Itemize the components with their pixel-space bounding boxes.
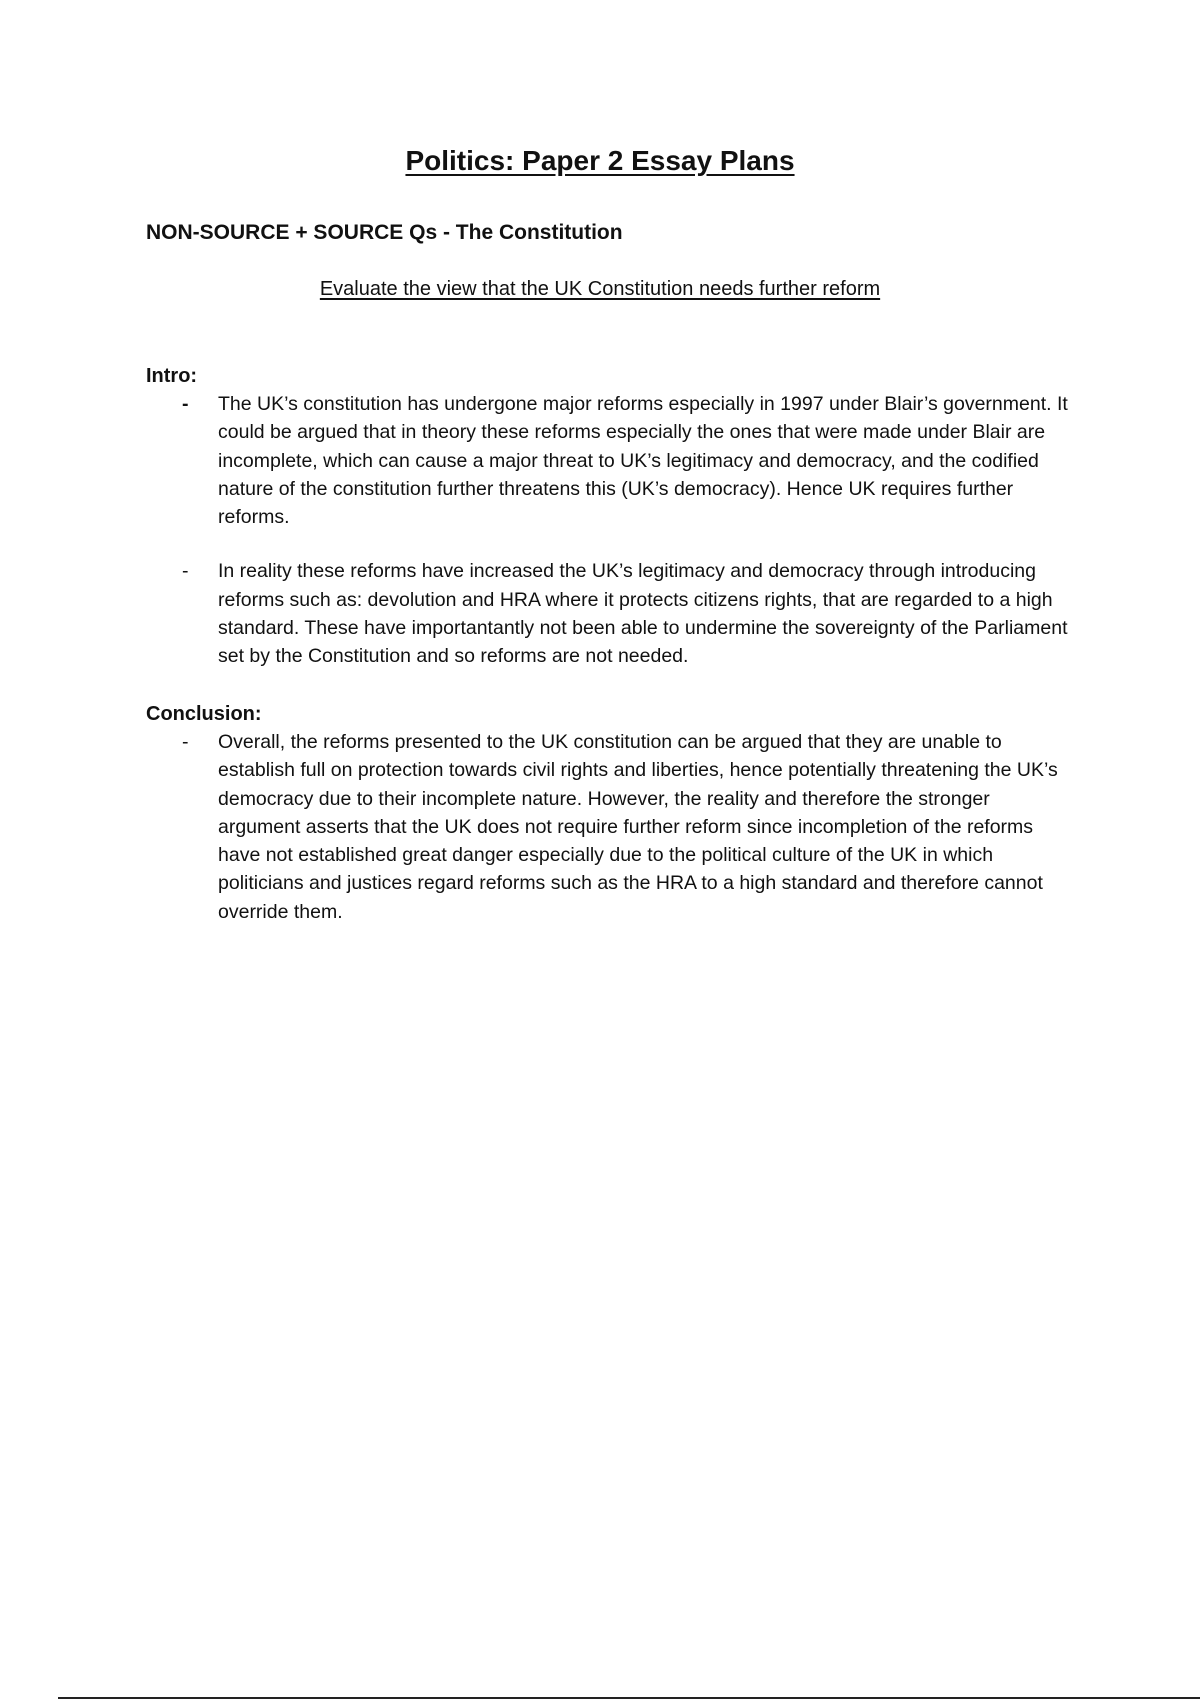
page-title bbox=[0, 145, 1200, 177]
page-title-text: Politics: Paper 2 Essay Plans bbox=[405, 145, 795, 176]
essay-question bbox=[0, 278, 1200, 301]
footer-divider bbox=[58, 1697, 1200, 1699]
section-heading: NON-SOURCE + SOURCE Qs - The Constitution bbox=[146, 221, 623, 244]
conclusion-section bbox=[146, 700, 1076, 926]
bullet-marker: - bbox=[182, 731, 189, 753]
intro-bullet bbox=[146, 390, 1076, 531]
intro-section bbox=[146, 362, 1076, 671]
conclusion-bullet bbox=[146, 728, 1076, 926]
conclusion-bullet-text: Overall, the reforms presented to the UK constitution can be argued that they are unable to establish full on protection towards civil rights and liberties, hence potentially threatening the UK’s democracy due to their incomplete nature. However, the reality and therefore the stronger argument asserts that the UK does not require further reform since incompletion of the reforms have not established great danger especially due to the political culture of the UK in which politicians and justices regard reforms such as the HRA to a high standard and therefore cannot override them. bbox=[218, 731, 1058, 923]
bullet-marker: - bbox=[182, 393, 189, 415]
intro-bullet-text: The UK’s constitution has undergone major reforms especially in 1997 under Blair’s government. It could be argued that in theory these reforms especially the ones that were made under Blair are incomplete, which can cause a major threat to UK’s legitimacy and democracy, and the codified nature of the constitution further threatens this (UK’s democracy). Hence UK requires further reforms. bbox=[218, 393, 1068, 529]
bullet-marker: - bbox=[182, 560, 189, 583]
conclusion-label: Conclusion: bbox=[146, 703, 262, 725]
essay-question-text: Evaluate the view that the UK Constitution needs further reform bbox=[319, 278, 881, 300]
intro-bullet-text: In reality these reforms have increased the UK’s legitimacy and democracy through introducing reforms such as: devolution and HRA where it protects citizens rights, that are regarded to a high standard. These have importantantly not been able to undermine the sovereignty of the Parliament set by the Constitution and so reforms are not needed. bbox=[218, 560, 1068, 668]
intro-bullet bbox=[146, 557, 1076, 670]
intro-label: Intro: bbox=[146, 365, 198, 387]
